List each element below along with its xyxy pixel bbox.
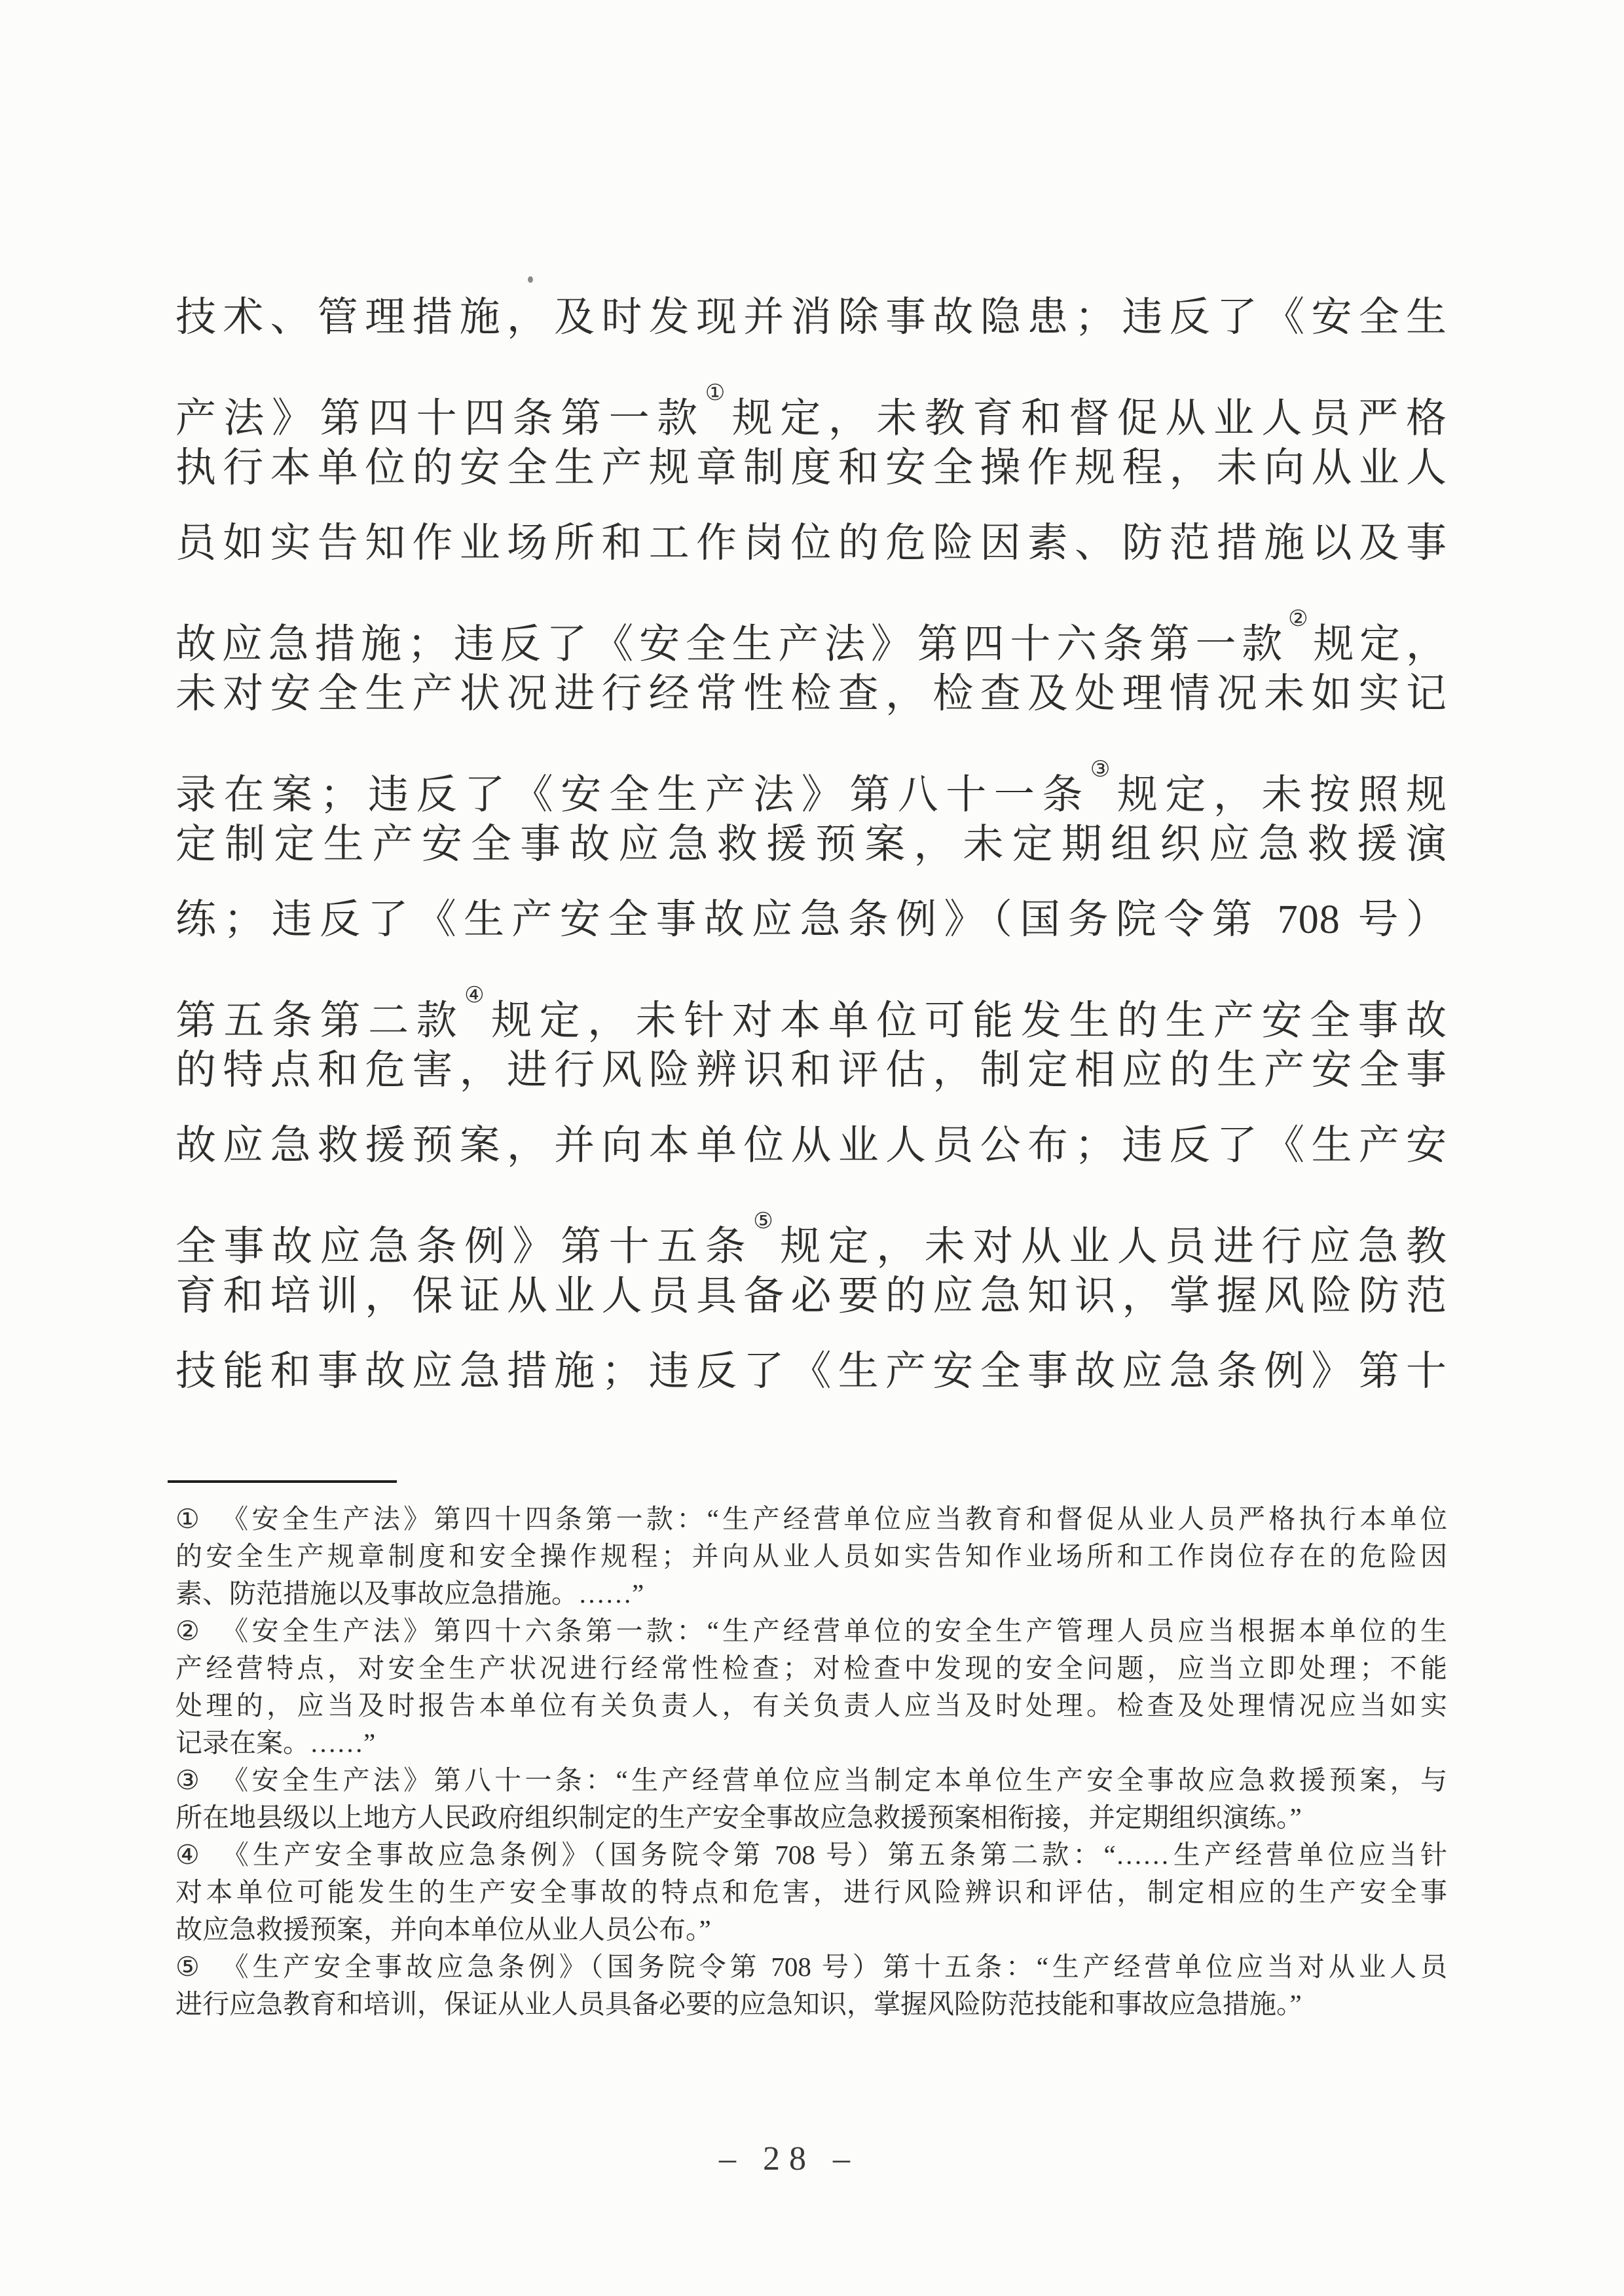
main-text-line: 未对安全生产状况进行经常性检查，检查及处理情况未如实记: [175, 672, 1447, 716]
footnote-line: ② 《安全生产法》第四十六条第一款：“生产经营单位的安全生产管理人员应当根据本单位的生: [175, 1613, 1447, 1650]
footnote-line: 所在地县级以上地方人民政府组织制定的生产安全事故应急救援预案相衔接，并定期组织演练。”: [175, 1802, 1302, 1832]
footnote-line: 故应急救援预案，并向本单位从业人员公布。”: [175, 1914, 711, 1944]
footnote-separator: [168, 1480, 397, 1483]
footnote-line: ① 《安全生产法》第四十四条第一款：“生产经营单位应当教育和督促从业人员严格执行本单位: [175, 1501, 1447, 1538]
main-text-line: 故应急措施；违反了《安全生产法》第四十六条第一款②规定，: [175, 607, 1447, 667]
footnote-line: ③ 《安全生产法》第八十一条：“生产经营单位应当制定本单位生产安全事故应急救援预案，与: [175, 1762, 1447, 1799]
main-text-line: 技术、管理措施，及时发现并消除事故隐患；违反了《安全生: [175, 295, 1447, 340]
footnote-line: 产经营特点，对安全生产状况进行经常性检查；对检查中发现的安全问题，应当立即处理；不能: [175, 1653, 1447, 1683]
footnote-line: ④ 《生产安全事故应急条例》（国务院令第 708 号）第五条第二款：“……生产经营单位应当针: [175, 1836, 1447, 1874]
main-text-line: 全事故应急条例》第十五条⑤规定，未对从业人员进行应急教: [175, 1209, 1447, 1269]
main-text-line: 定制定生产安全事故应急救援预案，未定期组织应急救援演: [175, 822, 1447, 867]
footnote-marker: ⑤: [175, 1952, 200, 1982]
main-text-line: 员如实告知作业场所和工作岗位的危险因素、防范措施以及事: [175, 521, 1447, 566]
footnote-marker: ④: [175, 1840, 200, 1870]
footnote-ref: ②: [1288, 607, 1314, 631]
footnote-line: 进行应急教育和培训，保证从业人员具备必要的应急知识，掌握风险防范技能和事故应急措施。”: [175, 1989, 1302, 2019]
footnote-ref: ①: [705, 381, 732, 405]
footnote-line: 对本单位可能发生的生产安全事故的特点和危害，进行风险辨识和评估，制定相应的生产安全事: [175, 1877, 1447, 1907]
footnote-line: 的安全生产规章制度和安全操作规程；并向从业人员如实告知作业场所和工作岗位存在的危险因: [175, 1541, 1447, 1571]
main-text-line: 执行本单位的安全生产规章制度和安全操作规程，未向从业人: [175, 446, 1447, 490]
footnote-line: 素、防范措施以及事故应急措施。……”: [175, 1578, 644, 1609]
footnote-ref: ⑤: [753, 1209, 781, 1233]
footnote-line: 记录在案。……”: [175, 1728, 376, 1758]
main-text-line: 第五条第二款④规定，未针对本单位可能发生的生产安全事故: [175, 983, 1447, 1044]
footnote-line: ⑤ 《生产安全事故应急条例》（国务院令第 708 号）第十五条：“生产经营单位应当对从业人员: [175, 1948, 1447, 1986]
main-text-block: [175, 280, 1447, 1410]
footnote-marker: ②: [175, 1616, 200, 1646]
footnote-ref: ④: [464, 983, 492, 1008]
main-text-line: 产法》第四十四条第一款①规定，未教育和督促从业人员严格: [175, 381, 1447, 441]
main-text-line: 故应急救援预案，并向本单位从业人员公布；违反了《生产安: [175, 1123, 1447, 1168]
main-text-line: 技能和事故应急措施；违反了《生产安全事故应急条例》第十: [175, 1349, 1447, 1394]
footnote-line: 处理的，应当及时报告本单位有关负责人，有关负责人应当及时处理。检查及处理情况应当如实: [175, 1690, 1447, 1721]
page-number: – 28 –: [719, 2140, 859, 2178]
main-text-line: 录在案；违反了《安全生产法》第八十一条③规定，未按照规: [175, 757, 1447, 818]
main-text-line: 育和培训，保证从业人员具备必要的应急知识，掌握风险防范: [175, 1274, 1447, 1319]
footnote-ref: ③: [1090, 757, 1117, 782]
footnotes-block: [175, 1501, 1447, 2023]
main-text-line: 练；违反了《生产安全事故应急条例》（国务院令第 708 号）: [175, 898, 1447, 942]
footnote-marker: ③: [175, 1765, 200, 1795]
main-text-line: 的特点和危害，进行风险辨识和评估，制定相应的生产安全事: [175, 1048, 1447, 1093]
footnote-marker: ①: [175, 1504, 200, 1534]
